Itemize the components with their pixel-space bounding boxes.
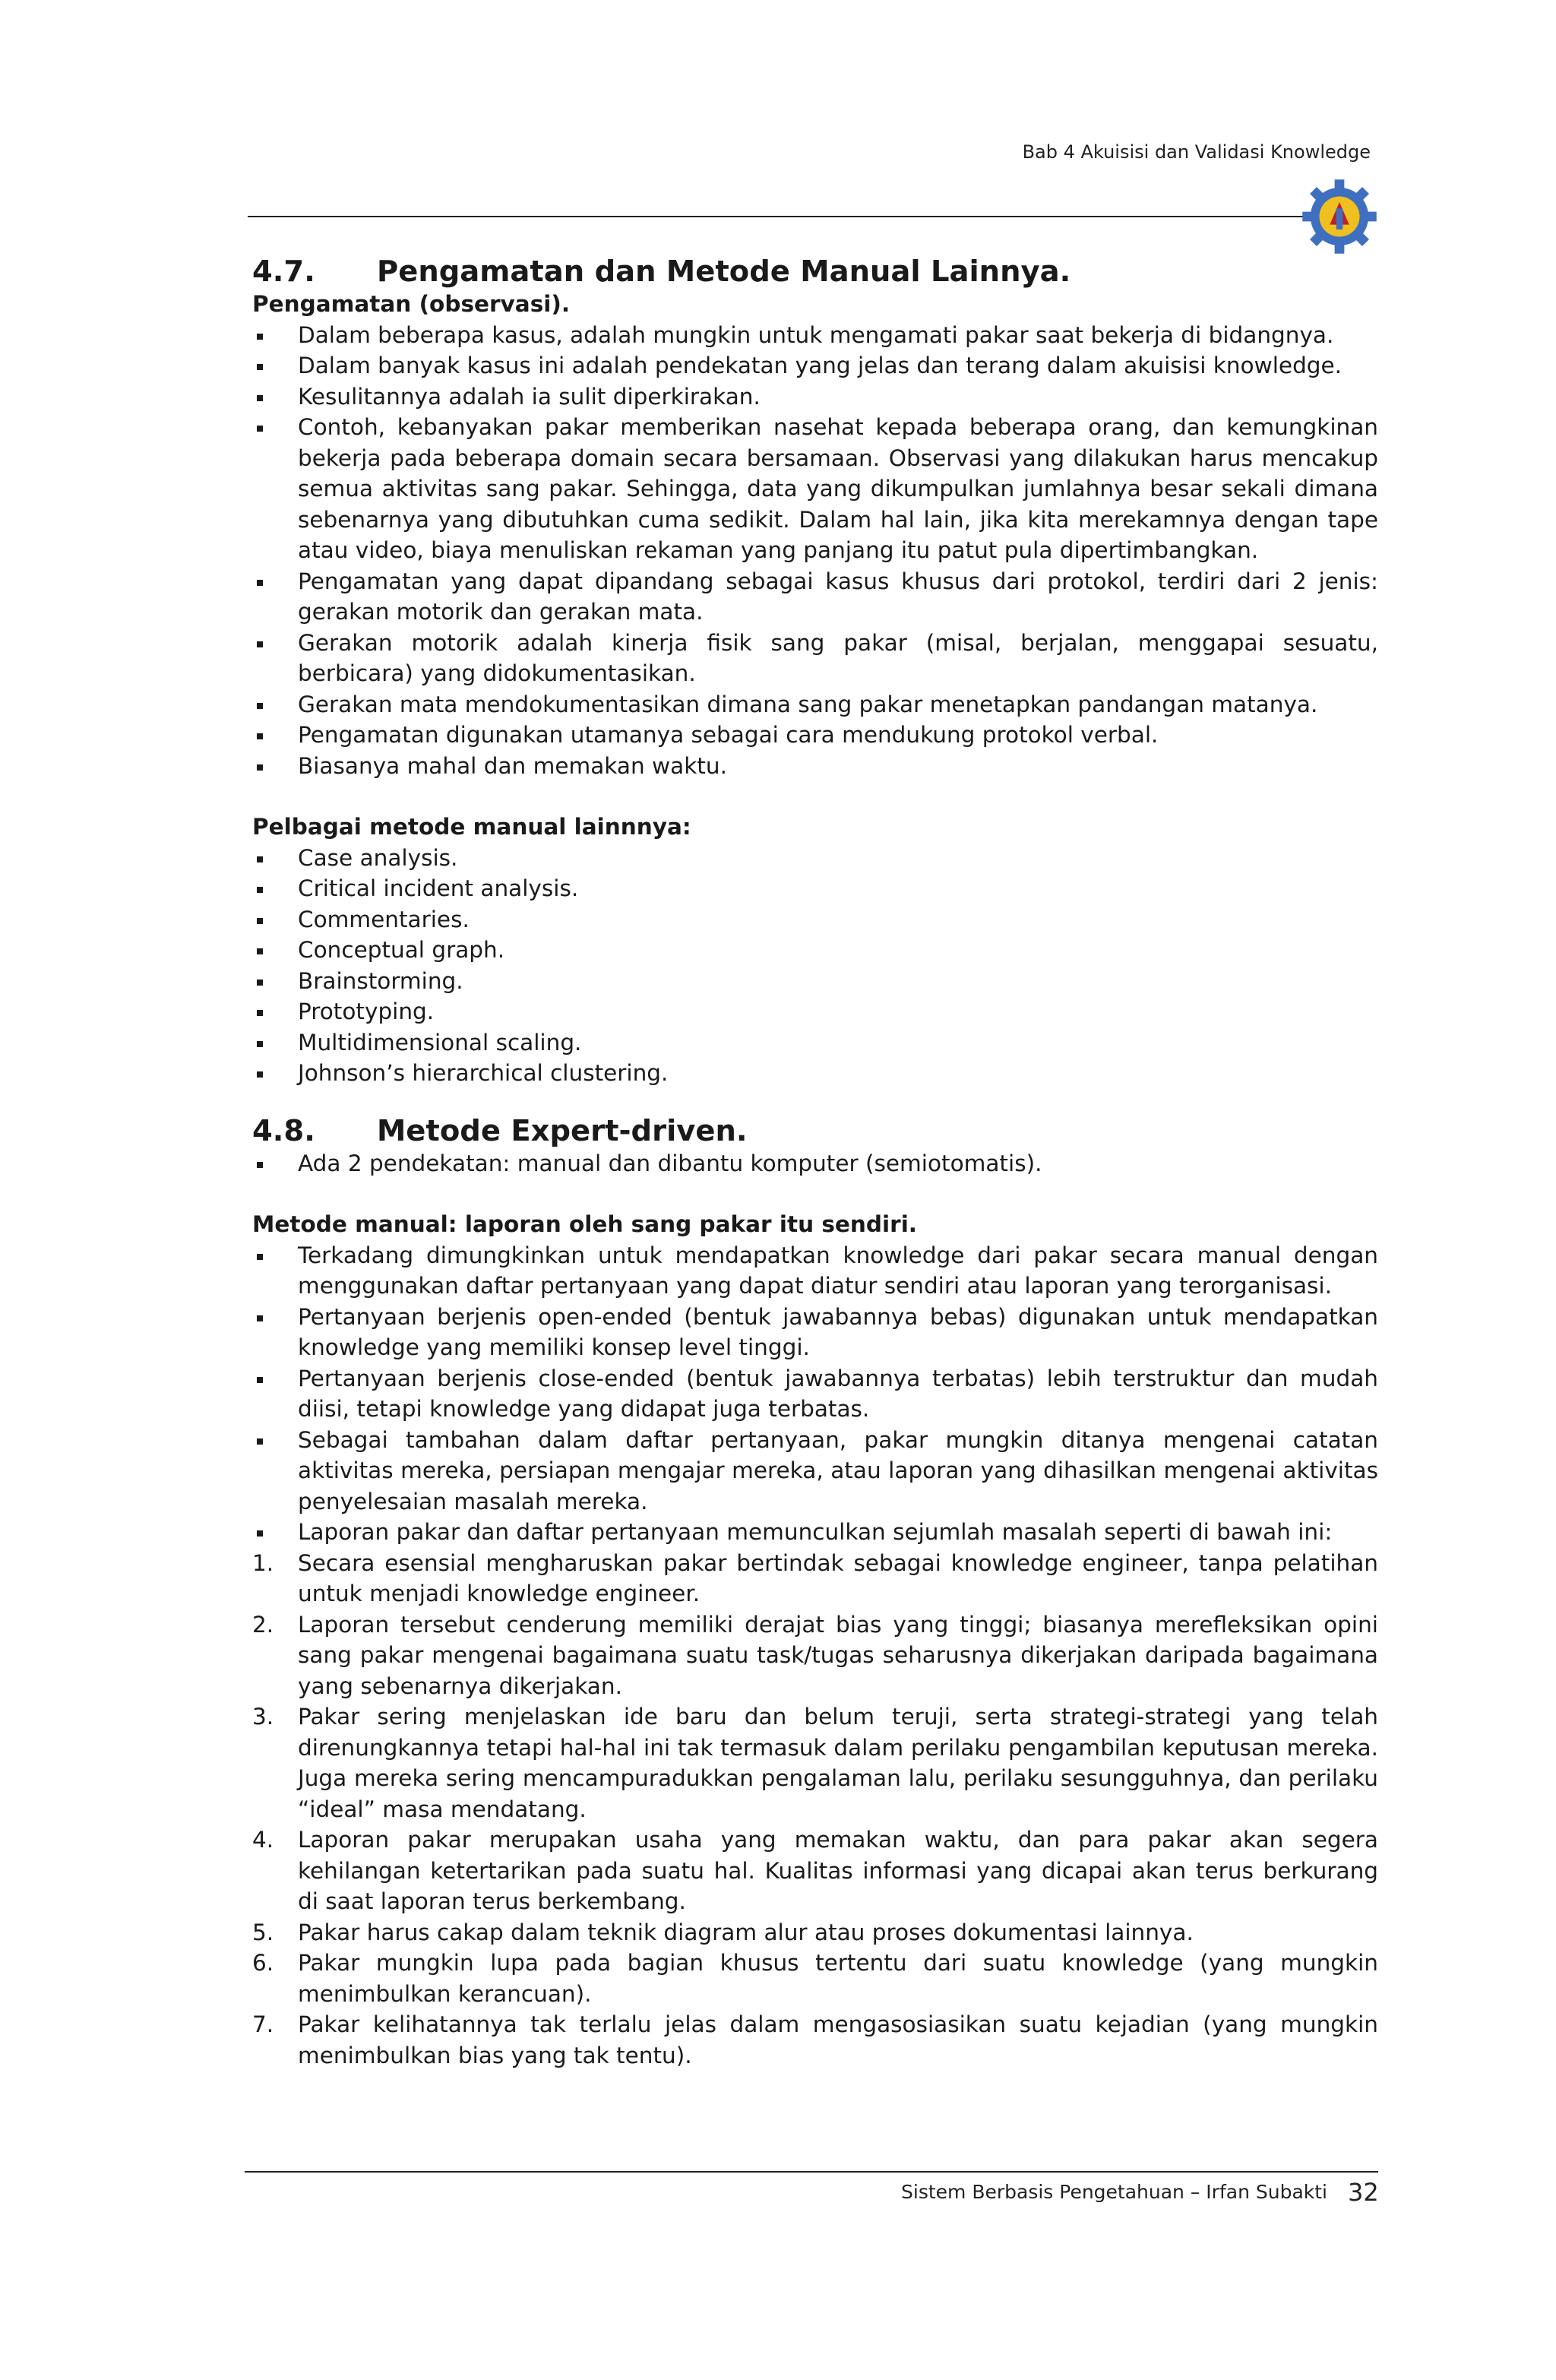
list-item: Gerakan motorik adalah kinerja fisik sang pakar (misal, berjalan, menggapai sesuatu, berbicara) yang didokumentasikan. [252,628,1378,689]
section-heading-4-8 [252,1115,1378,1148]
page-number: 32 [1348,2178,1379,2207]
bullet-icon [252,412,298,566]
bullet-icon [252,720,298,751]
subheading-metode-manual-lainnya: Pelbagai metode manual lainnnya: [252,814,691,840]
list-item: Critical incident analysis. [252,873,1378,904]
list-item: Brainstorming. [252,966,1378,997]
list-item: 4. Laporan pakar merupakan usaha yang memakan waktu, dan para pakar akan segera kehilangan ketertarikan pada suatu hal. Kualitas informasi yang dicapai akan terus berkurang di saat laporan terus berkembang. [252,1825,1378,1917]
bullet-icon [252,628,298,689]
list-item: Johnson’s hierarchical clustering. [252,1058,1378,1089]
page-content [252,255,1378,2071]
list-item: 1. Secara esensial mengharuskan pakar bertindak sebagai knowledge engineer, tanpa pelatihan untuk menjadi knowledge engineer. [252,1548,1378,1609]
list-item: 5. Pakar harus cakap dalam teknik diagram alur atau proses dokumentasi lainnya. [252,1917,1378,1948]
list-item: Prototyping. [252,996,1378,1027]
bullet-icon [252,1302,298,1363]
list-item: Biasanya mahal dan memakan waktu. [252,751,1378,782]
item-number: 4. [252,1827,274,1853]
bullet-icon [252,1240,298,1302]
item-number: 2. [252,1611,274,1638]
list-item: Terkadang dimungkinkan untuk mendapatkan knowledge dari pakar secara manual dengan menggunakan daftar pertanyaan yang dapat diatur sendiri atau laporan yang terorganisasi. [252,1240,1378,1302]
bullet-icon [252,1148,298,1179]
list-item: Laporan pakar dan daftar pertanyaan memunculkan sejumlah masalah seperti di bawah ini: [252,1517,1378,1548]
bullet-icon [252,996,298,1027]
list-item: Multidimensional scaling. [252,1027,1378,1059]
list-item: 2. Laporan tersebut cenderung memiliki derajat bias yang tinggi; biasanya merefleksikan opini sang pakar mengenai bagaimana suatu task/tugas seharusnya dikerjakan daripada bagaimana yang sebenarnya dikerjakan. [252,1609,1378,1702]
bullet-icon [252,1425,298,1518]
intro-bullet-list [252,1148,1378,1179]
gear-emblem-icon [1299,176,1380,257]
observasi-bullet-list [252,320,1378,782]
list-item: Case analysis. [252,843,1378,874]
bullet-icon [252,689,298,720]
section-heading-4-7 [252,255,1378,289]
bullet-icon [252,1027,298,1059]
list-item: Pengamatan yang dapat dipandang sebagai kasus khusus dari protokol, terdiri dari 2 jenis: gerakan motorik dan gerakan mata. [252,566,1378,628]
list-item: 3. Pakar sering menjelaskan ide baru dan belum teruji, serta strategi-strategi yang telah direnungkannya tetapi hal-hal ini tak termasuk dalam perilaku pengambilan keputusan mereka. Juga mereka sering mencampuradukkan pengalaman lalu, perilaku sesungguhnya, dan perilaku “ideal” masa mendatang. [252,1701,1378,1825]
list-item: 6. Pakar mungkin lupa pada bagian khusus tertentu dari suatu knowledge (yang mungkin menimbulkan kerancuan). [252,1948,1378,2009]
methods-bullet-list [252,843,1378,1089]
chapter-title: Bab 4 Akuisisi dan Validasi Knowledge [1022,141,1371,163]
list-item: Ada 2 pendekatan: manual dan dibantu komputer (semiotomatis). [252,1148,1378,1179]
section-title: Metode Expert-driven. [377,1113,748,1148]
list-item: Gerakan mata mendokumentasikan dimana sang pakar menetapkan pandangan matanya. [252,689,1378,720]
item-number: 6. [252,1950,274,1976]
list-item: 7. Pakar kelihatannya tak terlalu jelas dalam mengasosiasikan suatu kejadian (yang mungkin menimbulkan bias yang tak tentu). [252,2009,1378,2071]
subheading-metode-manual: Metode manual: laporan oleh sang pakar itu sendiri. [252,1211,918,1237]
list-item: Commentaries. [252,904,1378,935]
list-item: Sebagai tambahan dalam daftar pertanyaan, pakar mungkin ditanya mengenai catatan aktivitas mereka, persiapan mengajar mereka, atau laporan yang dihasilkan mengenai aktivitas penyelesaian masalah mereka. [252,1425,1378,1518]
list-item: Dalam banyak kasus ini adalah pendekatan yang jelas dan terang dalam akuisisi knowledge. [252,350,1378,381]
subheading-observasi: Pengamatan (observasi). [252,291,571,317]
list-item: Pertanyaan berjenis open-ended (bentuk jawabannya bebas) digunakan untuk mendapatkan knowledge yang memiliki konsep level tinggi. [252,1302,1378,1363]
bullet-icon [252,935,298,966]
problems-numbered-list [252,1548,1378,2071]
bullet-icon [252,1363,298,1425]
item-number: 3. [252,1704,274,1730]
section-title: Pengamatan dan Metode Manual Lainnya. [377,255,1071,289]
item-number: 7. [252,2011,274,2037]
footer-title: Sistem Berbasis Pengetahuan – Irfan Subakti [901,2181,1327,2203]
list-item: Contoh, kebanyakan pakar memberikan nasehat kepada beberapa orang, dan kemungkinan bekerja pada beberapa domain secara bersamaan. Observasi yang dilakukan harus mencakup semua aktivitas sang pakar. Sehingga, data yang dikumpulkan jumlahnya besar sekali dimana sebenarnya yang dibutuhkan cuma sedikit. Dalam hal lain, jika kita merekamnya dengan tape atau video, biaya menuliskan rekaman yang panjang itu patut pula dipertimbangkan. [252,412,1378,566]
footer-divider [245,2171,1378,2173]
bullet-icon [252,1517,298,1548]
list-item: Kesulitannya adalah ia sulit diperkirakan. [252,381,1378,413]
list-item: Pengamatan digunakan utamanya sebagai cara mendukung protokol verbal. [252,720,1378,751]
bullet-icon [252,873,298,904]
bullet-icon [252,966,298,997]
item-number: 5. [252,1919,274,1945]
manual-bullet-list [252,1240,1378,1548]
bullet-icon [252,843,298,874]
list-item: Dalam beberapa kasus, adalah mungkin untuk mengamati pakar saat bekerja di bidangnya. [252,320,1378,351]
list-item: Pertanyaan berjenis close-ended (bentuk jawabannya terbatas) lebih terstruktur dan mudah diisi, tetapi knowledge yang didapat juga terbatas. [252,1363,1378,1425]
bullet-icon [252,1058,298,1089]
item-number: 1. [252,1549,274,1576]
bullet-icon [252,320,298,351]
list-item: Conceptual graph. [252,935,1378,966]
bullet-icon [252,381,298,413]
bullet-icon [252,751,298,782]
bullet-icon [252,904,298,935]
header-divider [248,216,1311,217]
section-number: 4.7. [252,255,315,289]
bullet-icon [252,350,298,381]
bullet-icon [252,566,298,628]
section-number: 4.8. [252,1113,315,1148]
